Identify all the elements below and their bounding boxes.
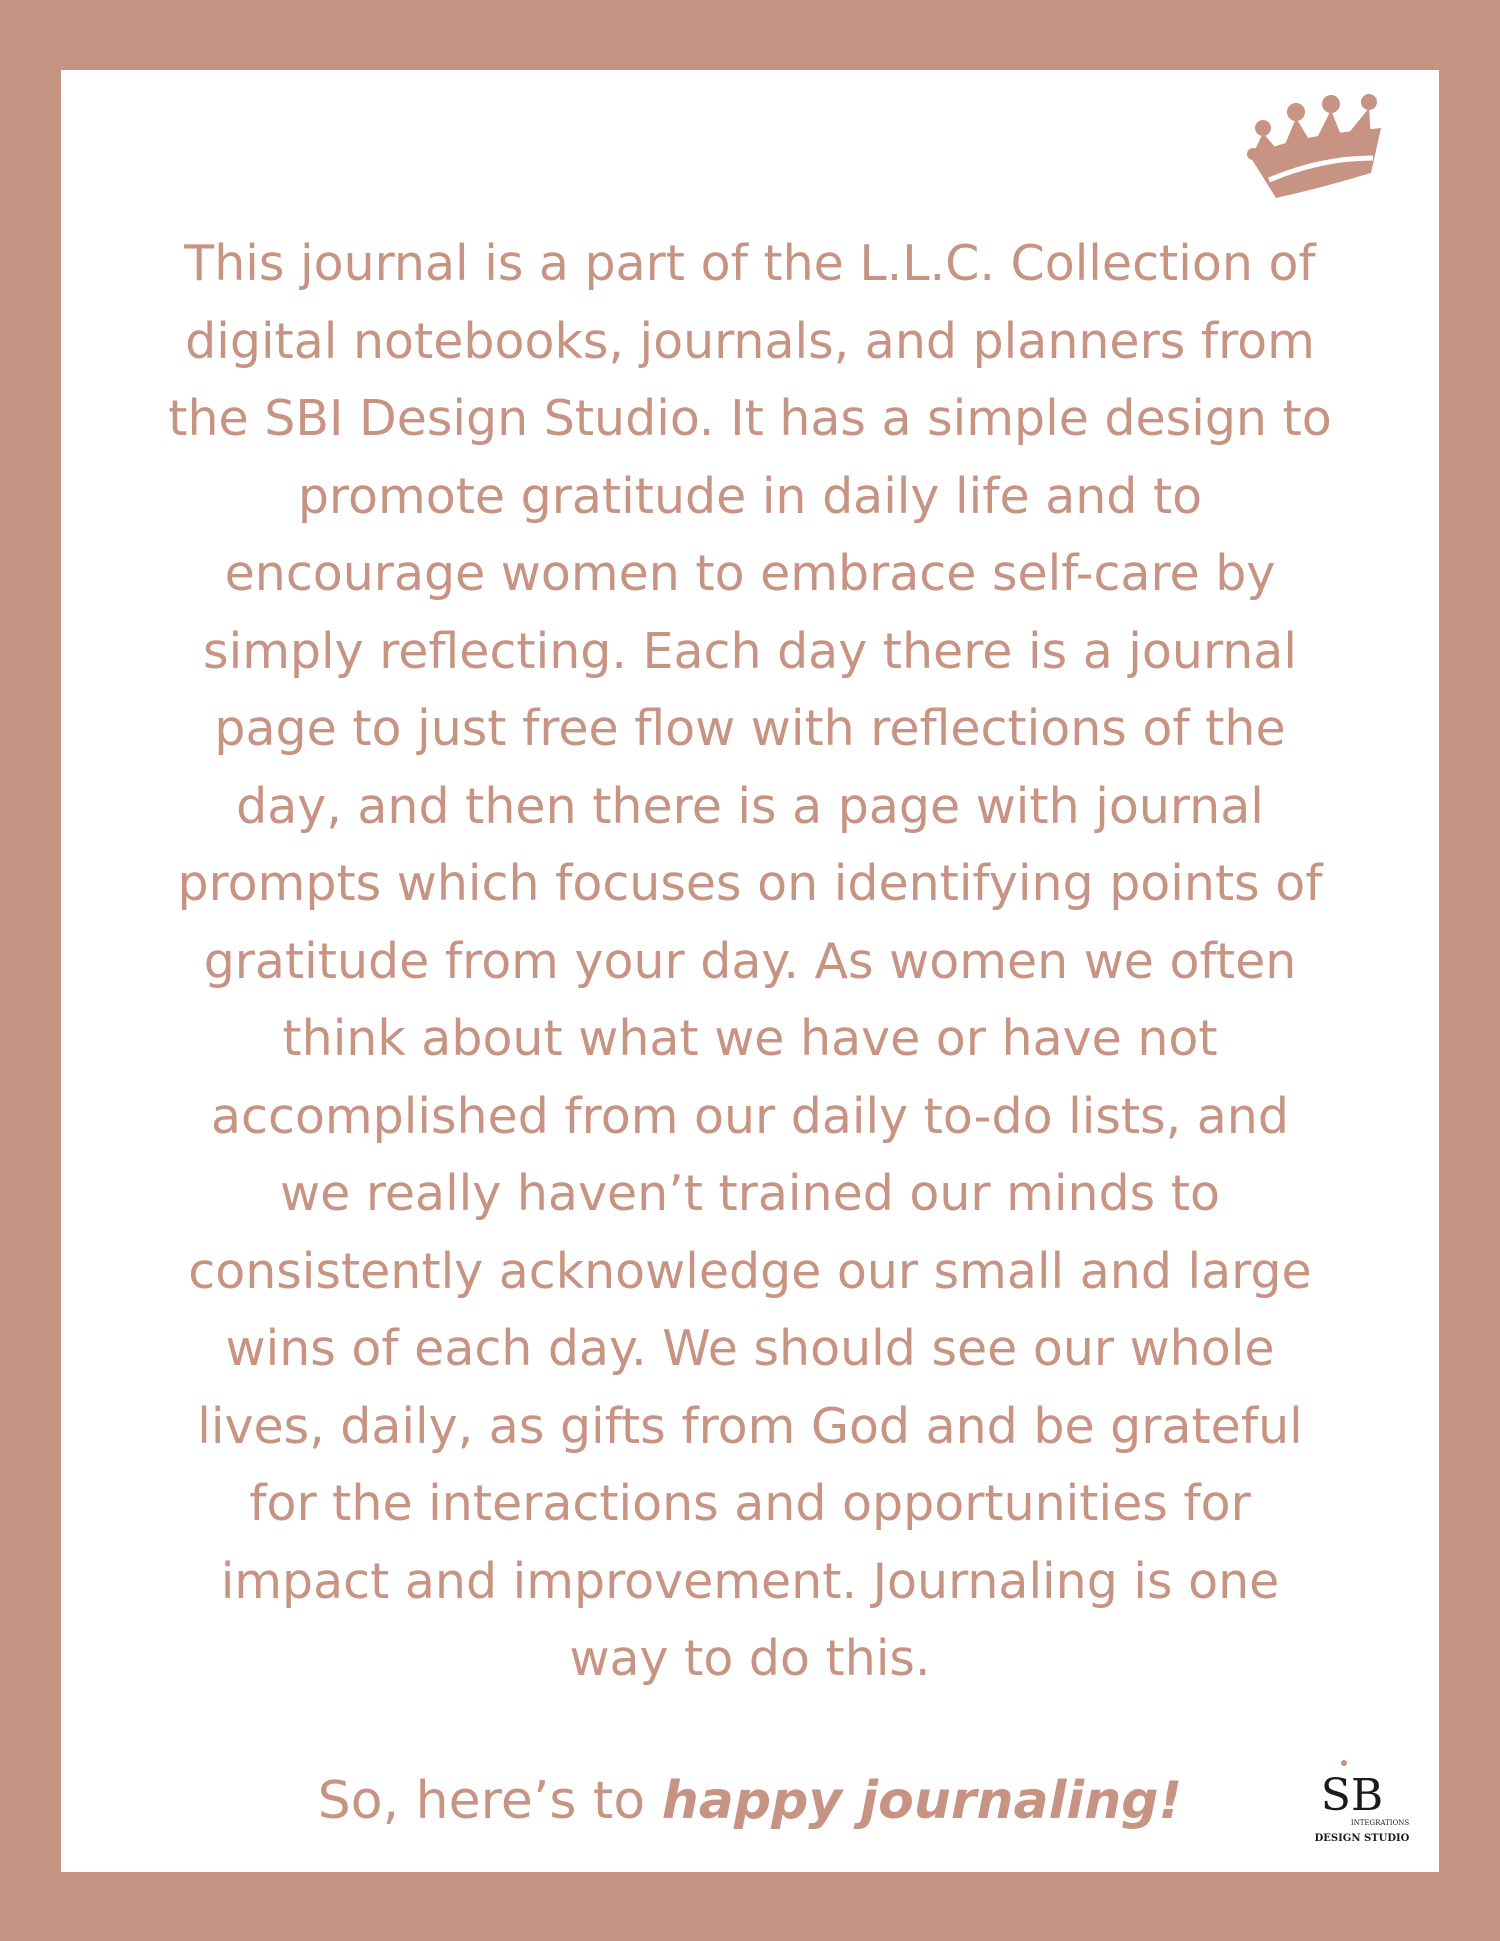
paragraph-line: promote gratitude in daily life and to (297, 467, 1203, 525)
paragraph-line: simply reflecting. Each day there is a journal (203, 622, 1297, 680)
closing-emphasis: happy journaling! (661, 1771, 1183, 1831)
intro-paragraph (81, 225, 1419, 1698)
paragraph-line: accomplished from our daily to-do lists, and (211, 1087, 1289, 1145)
paragraph-line: encourage women to embrace self-care by (224, 545, 1276, 602)
paragraph-line: think about what we have or have not (282, 1010, 1218, 1067)
logo-monogram: SB (1320, 1770, 1384, 1821)
paragraph-line: day, and then there is a page with journal (236, 777, 1264, 835)
journal-page (61, 70, 1439, 1872)
paragraph-line: lives, daily, as gifts from God and be grateful (197, 1397, 1303, 1455)
logo-tagline: INTEGRATIONS (1350, 1819, 1410, 1827)
sbi-design-studio-logo (1314, 1755, 1424, 1855)
paragraph-line: page to just free flow with reflections of the (214, 700, 1286, 757)
paragraph-line: wins of each day. We should see our whole (225, 1320, 1275, 1377)
crown-icon (1221, 88, 1391, 198)
paragraph-line: digital notebooks, journals, and planners from (185, 312, 1315, 370)
paragraph-line: This journal is a part of the L.L.C. Collection of (184, 235, 1316, 292)
paragraph-line: impact and improvement. Journaling is one (220, 1552, 1280, 1610)
paragraph-line: we really haven’t trained our minds to (280, 1165, 1220, 1222)
paragraph-line: the SBI Design Studio. It has a simple design to (168, 390, 1332, 447)
closing-lead: So, here’s to (317, 1771, 662, 1831)
paragraph-line: prompts which focuses on identifying points of (177, 855, 1323, 912)
paragraph-line: way to do this. (569, 1630, 931, 1687)
paragraph-line: gratitude from your day. As women we often (203, 932, 1297, 990)
paragraph-line: for the interactions and opportunities for (249, 1475, 1251, 1532)
closing-line (61, 1771, 1439, 1831)
paragraph-line: consistently acknowledge our small and large (188, 1242, 1312, 1300)
logo-name: DESIGN STUDIO (1314, 1833, 1410, 1844)
